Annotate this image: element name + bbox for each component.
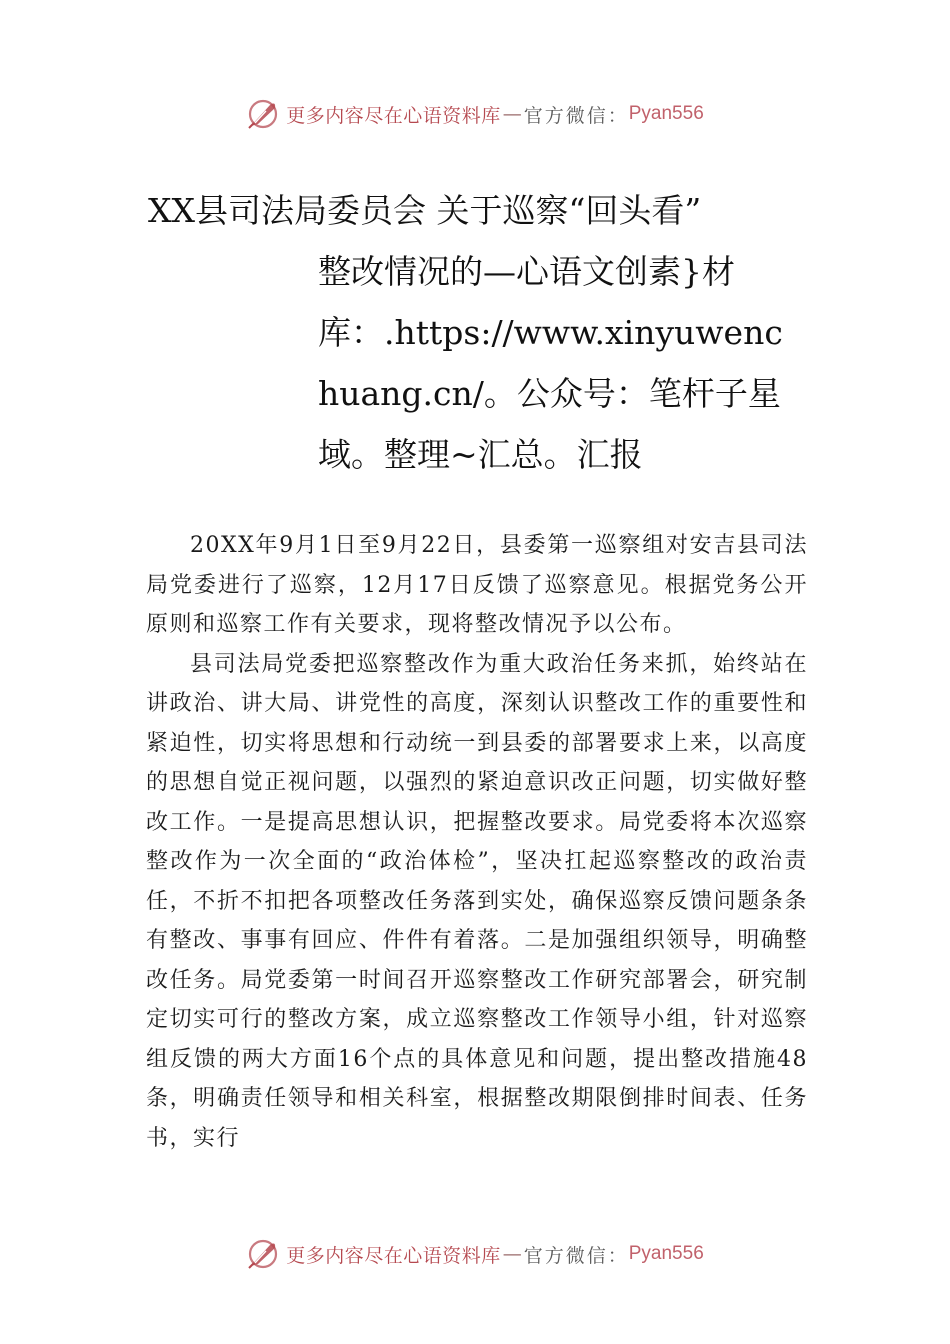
banner-wechat-id: Pyan556 xyxy=(628,103,704,124)
footer-dash: — xyxy=(502,1243,522,1265)
footer-wechat-label: 官方微信： xyxy=(523,1244,629,1267)
document-title xyxy=(148,180,808,485)
quill-logo-icon xyxy=(246,97,280,131)
banner-wechat-label: 官方微信： xyxy=(523,104,629,127)
banner-promo-text: 更多内容尽在心语资料库 xyxy=(286,104,501,127)
header-banner xyxy=(0,94,950,134)
banner-dash: — xyxy=(502,103,522,125)
footer-banner xyxy=(0,1234,950,1274)
title-continuation: 整改情况的—心语文创素}材库：.https://www.xinyuwenchuang.cn/。公众号：笔杆子星域。整理~汇总。汇报 xyxy=(318,252,783,474)
title-line-1: XX县司法局委员会 关于巡察“回头看” xyxy=(148,191,702,230)
body-paragraph-2: 县司法局党委把巡察整改作为重大政治任务来抓，始终站在讲政治、讲大局、讲党性的高度，深刻认识整改工作的重要性和紧迫性，切实将思想和行动统一到县委的部署要求上来，以高度的思想自觉正视问题，以强烈的紧迫意识改正问题，切实做好整改工作。一是提高思想认识，把握整改要求。局党委将本次巡察整改作为一次全面的“政治体检”，坚决扛起巡察整改的政治责任，不折不扣把各项整改任务落到实处，确保巡察反馈问题条条有整改、事事有回应、件件有着落。二是加强组织领导，明确整改任务。局党委第一时间召开巡察整改工作研究部署会，研究制定切实可行的整改方案，成立巡察整改工作领导小组，针对巡察组反馈的两大方面16个点的具体意见和问题，提出整改措施48条，明确责任领导和相关科室，根据整改期限倒排时间表、任务书，实行 xyxy=(146,651,808,1151)
footer-promo-text: 更多内容尽在心语资料库 xyxy=(286,1244,501,1267)
footer-wechat-id: Pyan556 xyxy=(628,1243,704,1264)
quill-logo-icon xyxy=(246,1237,280,1271)
document-body xyxy=(146,526,808,1158)
body-paragraph-1: 20XX年9月1日至9月22日，县委第一巡察组对安吉县司法局党委进行了巡察，12月17日反馈了巡察意见。根据党务公开原则和巡察工作有关要求，现将整改情况予以公布。 xyxy=(146,533,808,637)
